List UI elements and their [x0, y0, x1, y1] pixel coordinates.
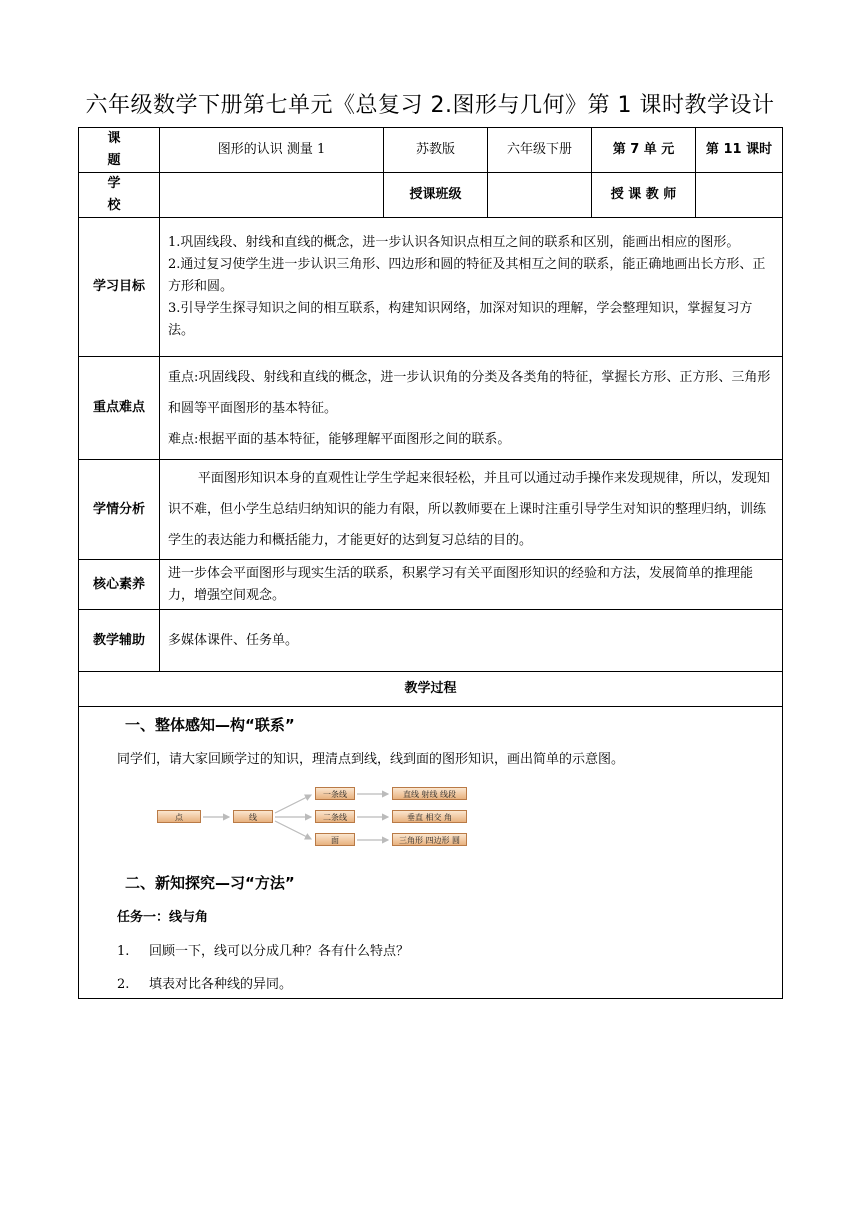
row-process-header [79, 672, 783, 707]
row-topic [79, 128, 783, 173]
edition-value: 苏教版 [384, 128, 488, 173]
row-literacy [79, 560, 783, 610]
unit-value: 第 7 单 元 [592, 128, 696, 173]
diagram-box-result3: 三角形 四边形 圆 [392, 833, 467, 846]
goal-item-3: 3.引导学生探寻知识之间的相互联系，构建知识网络，加深对知识的理解，学会整理知识，掌握复习方法。 [168, 301, 753, 338]
point-line-diagram [157, 777, 477, 847]
label-class: 授课班级 [384, 173, 488, 218]
analysis-text: 平面图形知识本身的直观性让学生学起来很轻松，并且可以通过动手操作来发现规律，所以，发现知识不难，但小学生总结归纳知识的能力有限，所以教师要在上课时注重引导学生对知识的整理归纳，训练学生的表达能力和概括能力，才能更好的达到复习总结的目的。 [168, 471, 770, 548]
diagram-box-result1: 直线 射线 线段 [392, 787, 467, 800]
school-value [160, 173, 384, 218]
row-analysis [79, 460, 783, 560]
page-title: 六年级数学下册第七单元《总复习 2.图形与几何》第 1 课时教学设计 [85, 93, 775, 118]
label-topic: 课 题 [79, 128, 160, 173]
label-school: 学 校 [79, 173, 160, 218]
label-goals: 学习目标 [79, 218, 160, 357]
diagram-arrows [157, 777, 477, 847]
aids-text: 多媒体课件、任务单。 [168, 632, 299, 648]
lesson-value: 第 11 课时 [696, 128, 783, 173]
difficulty-point: 难点:根据平面的基本特征，能够理解平面图形之间的联系。 [168, 431, 511, 447]
section1-heading: 一、整体感知—构“联系” [125, 716, 295, 734]
diagram-box-line: 线 [233, 810, 273, 823]
diagram-box-branch1: 一条线 [315, 787, 355, 800]
row-aids [79, 610, 783, 672]
goals-content [160, 218, 783, 357]
goal-item-2: 2.通过复习使学生进一步认识三角形、四边形和圆的特征及其相互之间的联系，能正确地画出长方形、正方形和圆。 [168, 257, 766, 294]
key-point: 重点:巩固线段、射线和直线的概念，进一步认识角的分类及各类角的特征，掌握长方形、正方形、三角形和圆等平面图形的基本特征。 [168, 369, 771, 416]
row-keypoints [79, 357, 783, 460]
label-keypoints: 重点难点 [79, 357, 160, 460]
literacy-text: 进一步体会平面图形与现实生活的联系，积累学习有关平面图形知识的经验和方法，发展简单的推理能力，增强空间观念。 [168, 565, 754, 603]
question-1: 回顾一下，线可以分成几种？各有什么特点？ [149, 944, 410, 959]
arrow-line-branch3 [275, 821, 311, 839]
row-goals [79, 218, 783, 357]
diagram-box-point: 点 [157, 810, 201, 823]
row-school [79, 173, 783, 218]
section2-heading: 二、新知探究—习“方法” [125, 874, 295, 892]
teacher-value [696, 173, 783, 218]
label-aids: 教学辅助 [79, 610, 160, 672]
diagram-box-branch2: 二条线 [315, 810, 355, 823]
analysis-content [160, 460, 783, 560]
task1-heading: 任务一：线与角 [117, 910, 209, 925]
intro-text: 同学们，请大家回顾学过的知识，理清点到线，线到面的图形知识，画出简单的示意图。 [117, 752, 625, 767]
question-1-number: 1. [117, 944, 130, 959]
goal-item-1: 1.巩固线段、射线和直线的概念，进一步认识各知识点相互之间的联系和区别，能画出相应的图形。 [168, 235, 740, 250]
row-process [79, 707, 783, 999]
question-2-number: 2. [117, 977, 130, 992]
label-literacy: 核心素养 [79, 560, 160, 610]
diagram-box-result2: 垂直 相交 角 [392, 810, 467, 823]
aids-content [160, 610, 783, 672]
literacy-content [160, 560, 783, 610]
process-content [79, 707, 783, 999]
label-teacher: 授 课 教 师 [592, 173, 696, 218]
keypoints-content [160, 357, 783, 460]
process-header: 教学过程 [79, 672, 783, 707]
class-value [488, 173, 592, 218]
arrow-line-branch1 [275, 795, 311, 813]
label-analysis: 学情分析 [79, 460, 160, 560]
diagram-box-branch3: 面 [315, 833, 355, 846]
topic-value: 图形的认识 测量 1 [160, 128, 384, 173]
question-2: 填表对比各种线的异同。 [149, 977, 293, 992]
grade-value: 六年级下册 [488, 128, 592, 173]
lesson-plan-table [78, 127, 783, 999]
